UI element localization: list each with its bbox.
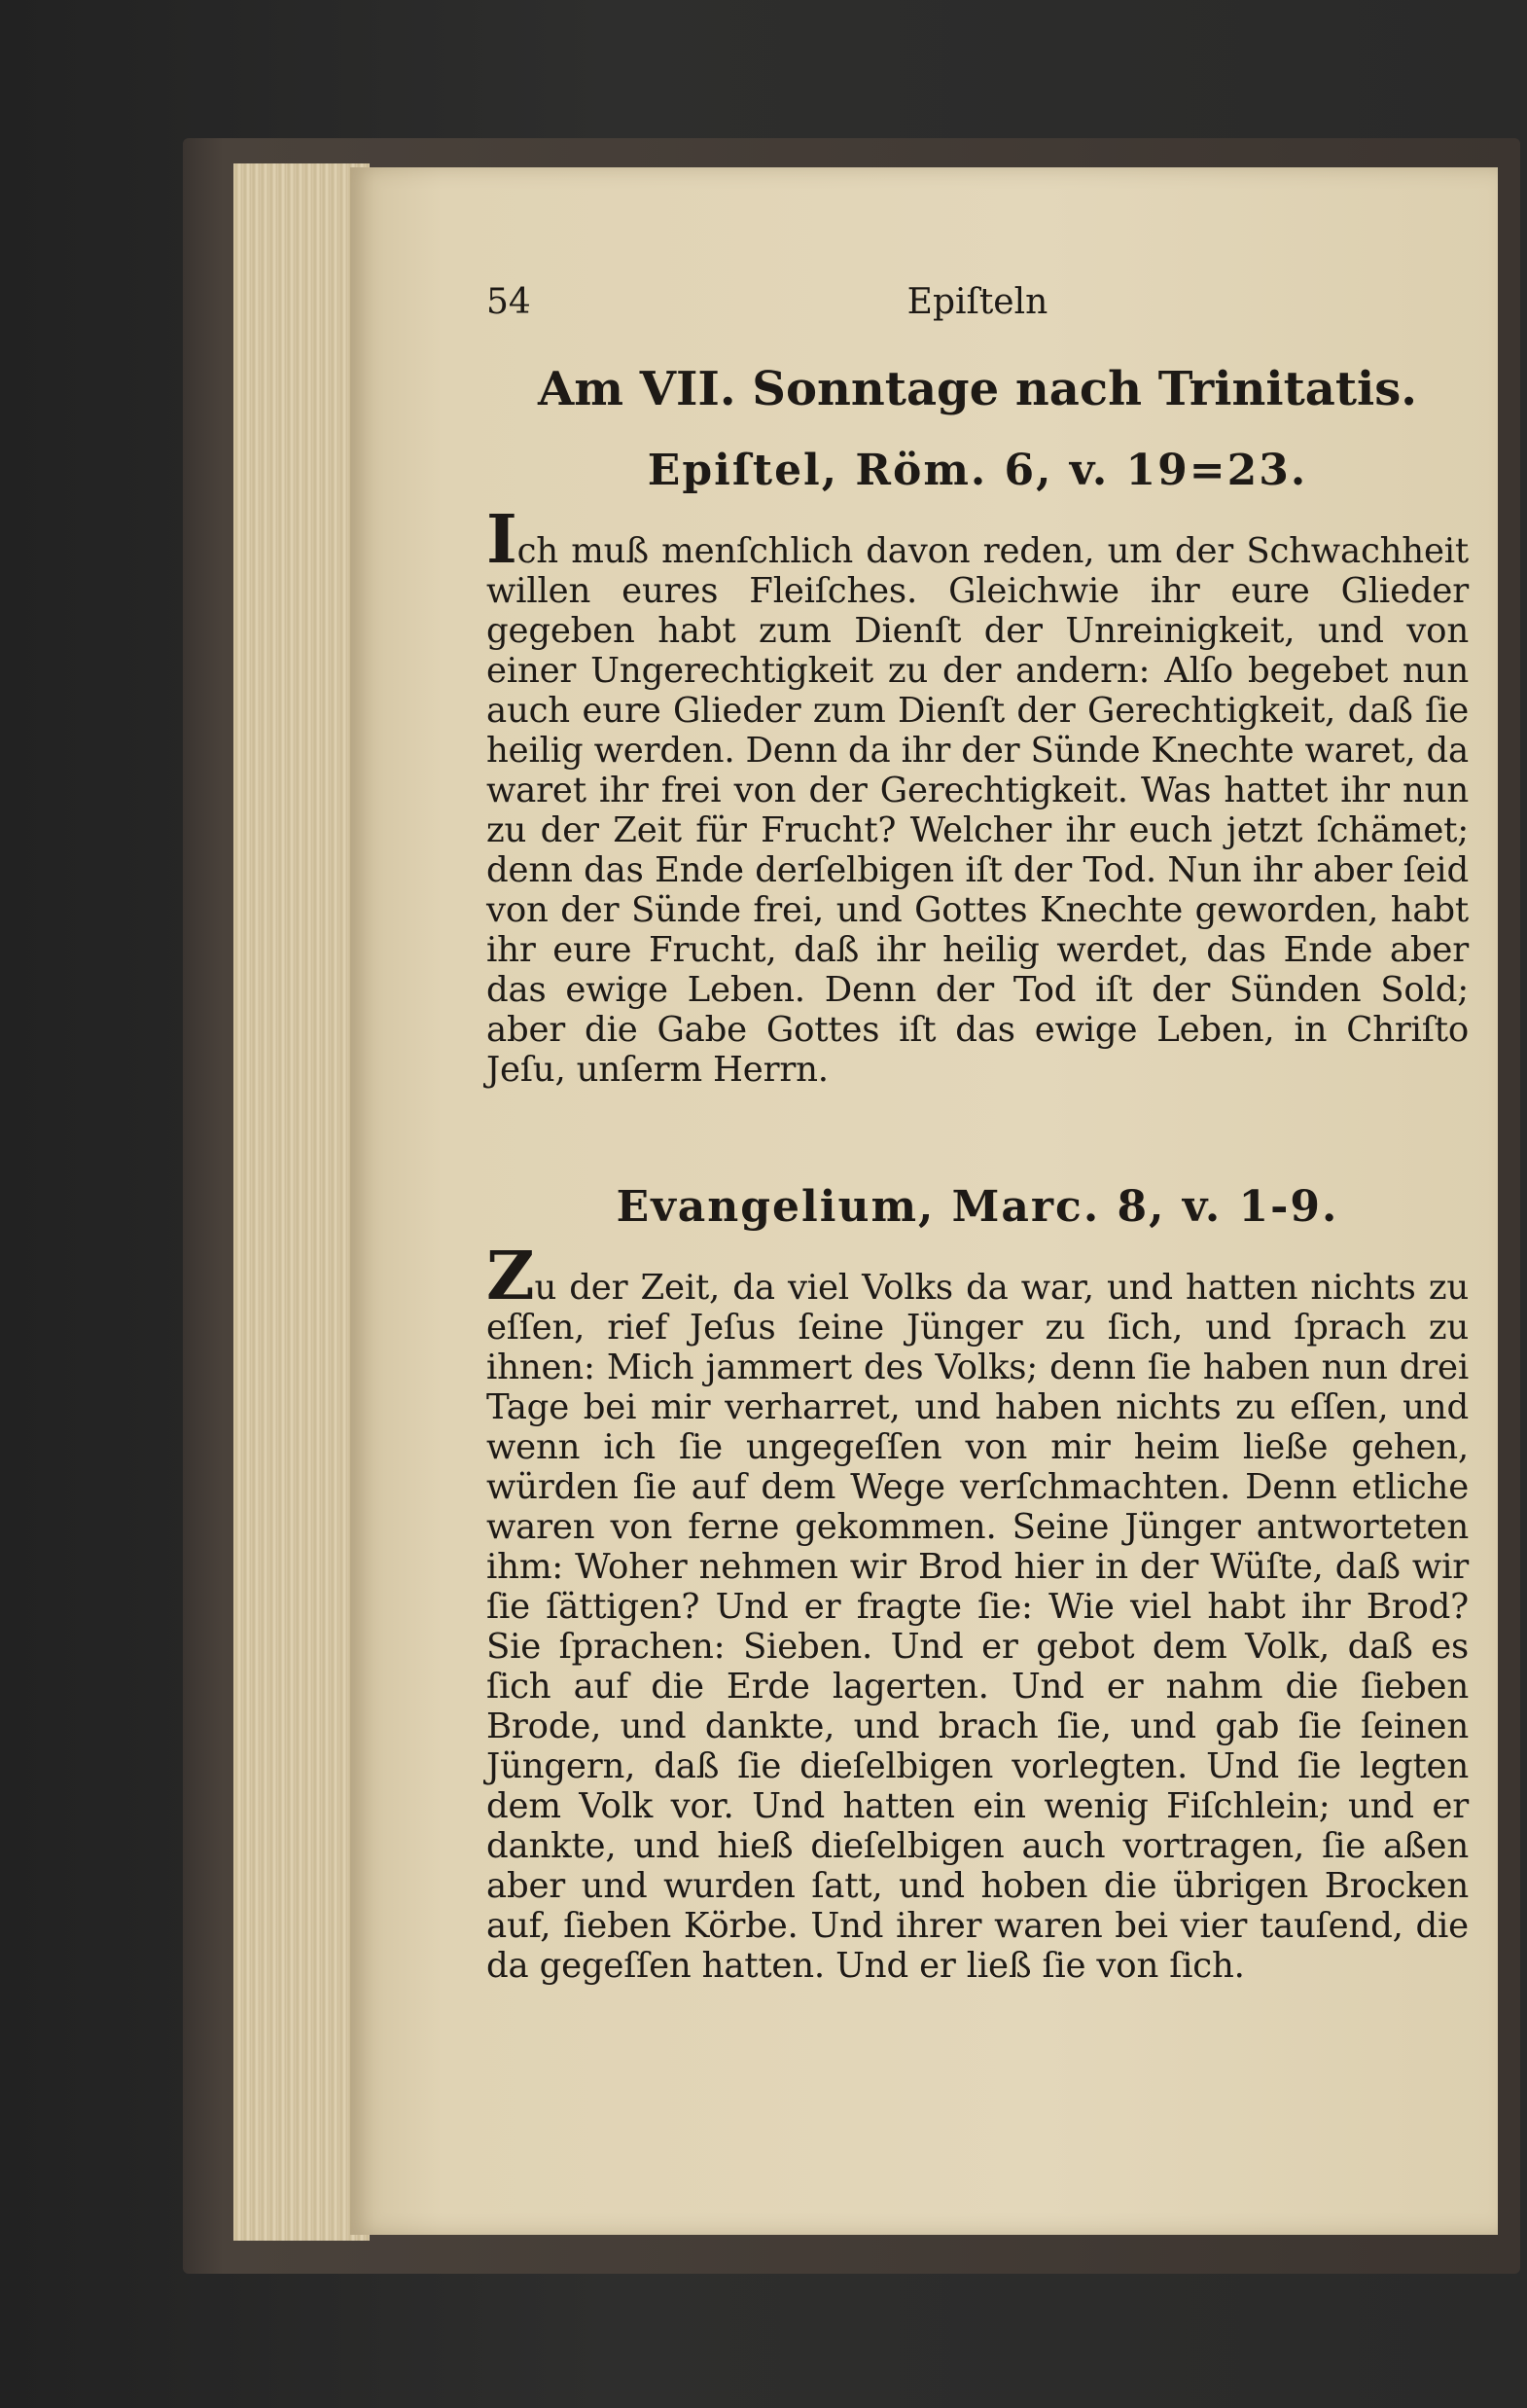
epistle-text-block: [486, 501, 1469, 1090]
gospel-initial: Z: [486, 1238, 535, 1315]
section-title: Am VII. Sonntage nach Trinitatis.: [537, 362, 1417, 416]
gospel-text: u der Zeit, da viel Volks da war, und hatten nichts zu eſſen, rief Jeſus ſeine Jünger zu ſich, und ſprach zu ihnen: Mich jammert des Volks; denn ſie haben nun drei Tage bei mir verharret, und haben nichts zu eſſen, und wenn ich ſie ungegeſſen von mir heim ließe gehen, würden ſie auf dem Wege verſchmachten. Denn etliche waren von ferne gekommen. Seine Jünger antworteten ihm: Woher nehmen wir Brod hier in der Wüſte, daß wir ſie ſättigen? Und er fragte ſie: Wie viel habt ihr Brod? Sie ſprachen: Sieben. Und er gebot dem Volk, daß es ſich auf die Erde lagerten. Und er nahm die ſieben Brode, und dankte, und brach ſie, und gab ſie ſeinen Jüngern, daß ſie dieſelbigen vorlegten. Und ſie legten dem Volk vor. Und hatten ein wenig Fiſchlein; und er dankte, und hieß dieſelbigen auch vortragen, ſie aßen aber und wurden ſatt, und hoben die übrigen Brocken auf, ſieben Körbe. Und ihrer waren bei vier tauſend, die da gegeſſen hatten. Und er ließ ſie von ſich.: [486, 1268, 1469, 1986]
page-edges: [233, 163, 370, 2241]
epistle-heading: Epiſtel, Röm. 6, v. 19=23.: [647, 446, 1308, 495]
epistle-initial: I: [486, 501, 517, 579]
running-head: Epiſteln: [906, 282, 1048, 322]
page-header: [486, 282, 1469, 350]
gospel-heading: Evangelium, Marc. 8, v. 1-9.: [616, 1182, 1339, 1232]
page-number: 54: [486, 282, 531, 322]
page-content: [486, 282, 1469, 1986]
epistle-text: ch muß menſchlich davon reden, um der Schwachheit willen eures Fleiſches. Gleichwie ihr eure Glieder gegeben habt zum Dienſt der Unreinigkeit, und von einer Ungerechtigkeit zu der andern: Alſo begebet nun auch eure Glieder zum Dienſt der Gerechtigkeit, daß ſie heilig werden. Denn da ihr der Sünde Knechte waret, da waret ihr frei von der Gerechtigkeit. Was hattet ihr nun zu der Zeit für Frucht? Welcher ihr euch jetzt ſchämet; denn das Ende derſelbigen iſt der Tod. Nun ihr aber ſeid von der Sünde frei, und Gottes Knechte geworden, habt ihr eure Frucht, daß ihr heilig werdet, das Ende aber das ewige Leben. Denn der Tod iſt der Sünden Sold; aber die Gabe Gottes iſt das ewige Leben, in Chriſto Jeſu, unſerm Herrn.: [486, 531, 1469, 1090]
gospel-text-block: [486, 1238, 1469, 1986]
